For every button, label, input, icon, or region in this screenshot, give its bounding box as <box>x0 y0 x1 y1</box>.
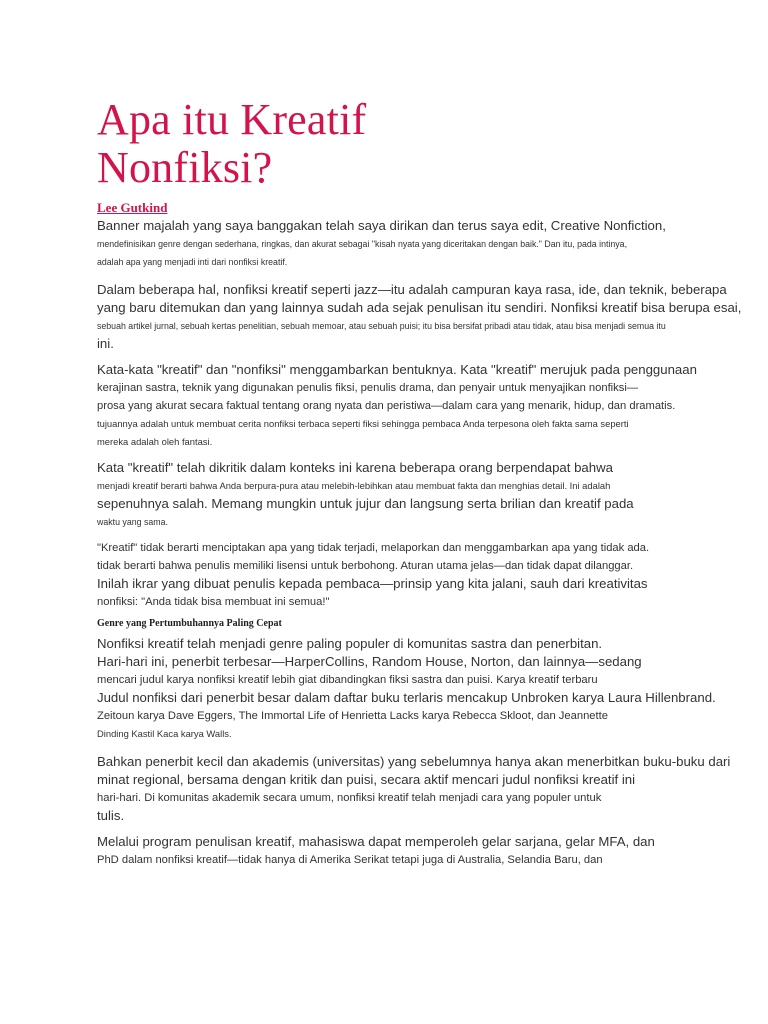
paragraph <box>97 753 731 825</box>
text-line: Dinding Kastil Kaca karya Walls. <box>97 728 232 739</box>
title-line: Apa itu Kreatif <box>97 95 367 144</box>
text-line: Zeitoun karya Dave Eggers, The Immortal Life of Henrietta Lacks karya Rebecca Skloot, dan Jeannette <box>97 710 608 722</box>
article-title <box>97 96 717 192</box>
text-line: yang baru ditemukan dan yang lainnya sudah ada sejak penulisan itu sendiri. Nonfiksi kreatif bisa berupa esai, <box>97 300 742 315</box>
text-line: Bahkan penerbit kecil dan akademis (universitas) yang sebelumnya hanya akan menerbitkan buku-buku dari <box>97 754 731 769</box>
text-line: Inilah ikrar yang dibuat penulis kepada pembaca—prinsip yang kita jalani, sauh dari kreativitas <box>97 576 648 591</box>
article <box>97 95 742 869</box>
paragraph <box>97 459 717 531</box>
growth-section <box>97 635 731 869</box>
text-line: nonfiksi: "Anda tidak bisa membuat ini semua!" <box>97 596 330 608</box>
text-line: tidak berarti bahwa penulis memiliki lisensi untuk berbohong. Aturan utama jelas—dan tidak dapat dilanggar. <box>97 560 634 572</box>
text-line: Nonfiksi kreatif telah menjadi genre paling populer di komunitas sastra dan penerbitan. <box>97 636 603 651</box>
intro-section <box>97 217 742 611</box>
text-line: Melalui program penulisan kreatif, mahasiswa dapat memperoleh gelar sarjana, gelar MFA, dan <box>97 834 655 849</box>
text-line: PhD dalam nonfiksi kreatif—tidak hanya di Amerika Serikat tetapi juga di Australia, Selandia Baru, dan <box>97 854 603 866</box>
paragraph <box>97 361 717 451</box>
text-line: sepenuhnya salah. Memang mungkin untuk jujur dan langsung serta brilian dan kreatif pada <box>97 496 634 511</box>
paragraph <box>97 217 717 271</box>
text-line: "Kreatif" tidak berarti menciptakan apa yang tidak terjadi, melaporkan dan menggambarkan apa yang tidak ada. <box>97 542 650 554</box>
paragraph <box>97 539 717 611</box>
text-line: menjadi kreatif berarti bahwa Anda berpura-pura atau melebih-lebihkan atau membuat fakta dan menghias detail. Ini adalah <box>97 480 611 491</box>
paragraph <box>97 833 717 869</box>
paragraph <box>97 281 742 353</box>
text-line: Kata-kata "kreatif" dan "nonfiksi" menggambarkan bentuknya. Kata "kreatif" merujuk pada penggunaan <box>97 362 697 377</box>
text-line: prosa yang akurat secara faktual tentang orang nyata dan peristiwa—dalam cara yang menarik, hidup, dan dramatis. <box>97 400 676 412</box>
text-line: Banner majalah yang saya banggakan telah saya dirikan dan terus saya edit, Creative Nonfiction, <box>97 218 666 233</box>
text-line: Judul nonfiksi dari penerbit besar dalam daftar buku terlaris mencakup Unbroken karya Laura Hillenbrand. <box>97 690 716 705</box>
text-line: sebuah artikel jurnal, sebuah kertas penelitian, sebuah memoar, atau sebuah puisi; itu bisa bersifat pribadi atau tidak, atau bisa menjadi semua itu <box>97 321 666 331</box>
title-line: Nonfiksi? <box>97 143 273 192</box>
text-line: Kata "kreatif" telah dikritik dalam konteks ini karena beberapa orang berpendapat bahwa <box>97 460 613 475</box>
text-line: mencari judul karya nonfiksi kreatif lebih giat dibandingkan fiksi sastra dan puisi. Karya kreatif terbaru <box>97 674 598 686</box>
text-line: tujuannya adalah untuk membuat cerita nonfiksi terbaca seperti fiksi sehingga pembaca Anda terpesona oleh fakta sama seperti <box>97 418 629 429</box>
text-line: mereka adalah oleh fantasi. <box>97 436 213 447</box>
text-line: waktu yang sama. <box>97 517 168 527</box>
text-line: adalah apa yang menjadi inti dari nonfiksi kreatif. <box>97 257 288 267</box>
text-line: Dalam beberapa hal, nonfiksi kreatif seperti jazz—itu adalah campuran kaya rasa, ide, dan teknik, beberapa <box>97 282 727 297</box>
text-line: kerajinan sastra, teknik yang digunakan penulis fiksi, penulis drama, dan penyair untuk menyajikan nonfiksi— <box>97 382 639 394</box>
text-line: hari-hari. Di komunitas akademik secara umum, nonfiksi kreatif telah menjadi cara yang populer untuk <box>97 792 602 804</box>
paragraph <box>97 635 717 743</box>
section-heading: Genre yang Pertumbuhannya Paling Cepat <box>97 618 282 629</box>
text-line: mendefinisikan genre dengan sederhana, ringkas, dan akurat sebagai "kisah nyata yang diceritakan dengan baik." Dan itu, pada intinya, <box>97 239 628 249</box>
text-line: minat regional, bersama dengan kritik dan puisi, secara aktif mencari judul nonfiksi kreatif ini <box>97 772 636 787</box>
text-line: ini. <box>97 336 114 351</box>
author-link[interactable]: Lee Gutkind <box>97 200 168 215</box>
text-line: tulis. <box>97 808 125 823</box>
text-line: Hari-hari ini, penerbit terbesar—HarperCollins, Random House, Norton, dan lainnya—sedang <box>97 654 642 669</box>
